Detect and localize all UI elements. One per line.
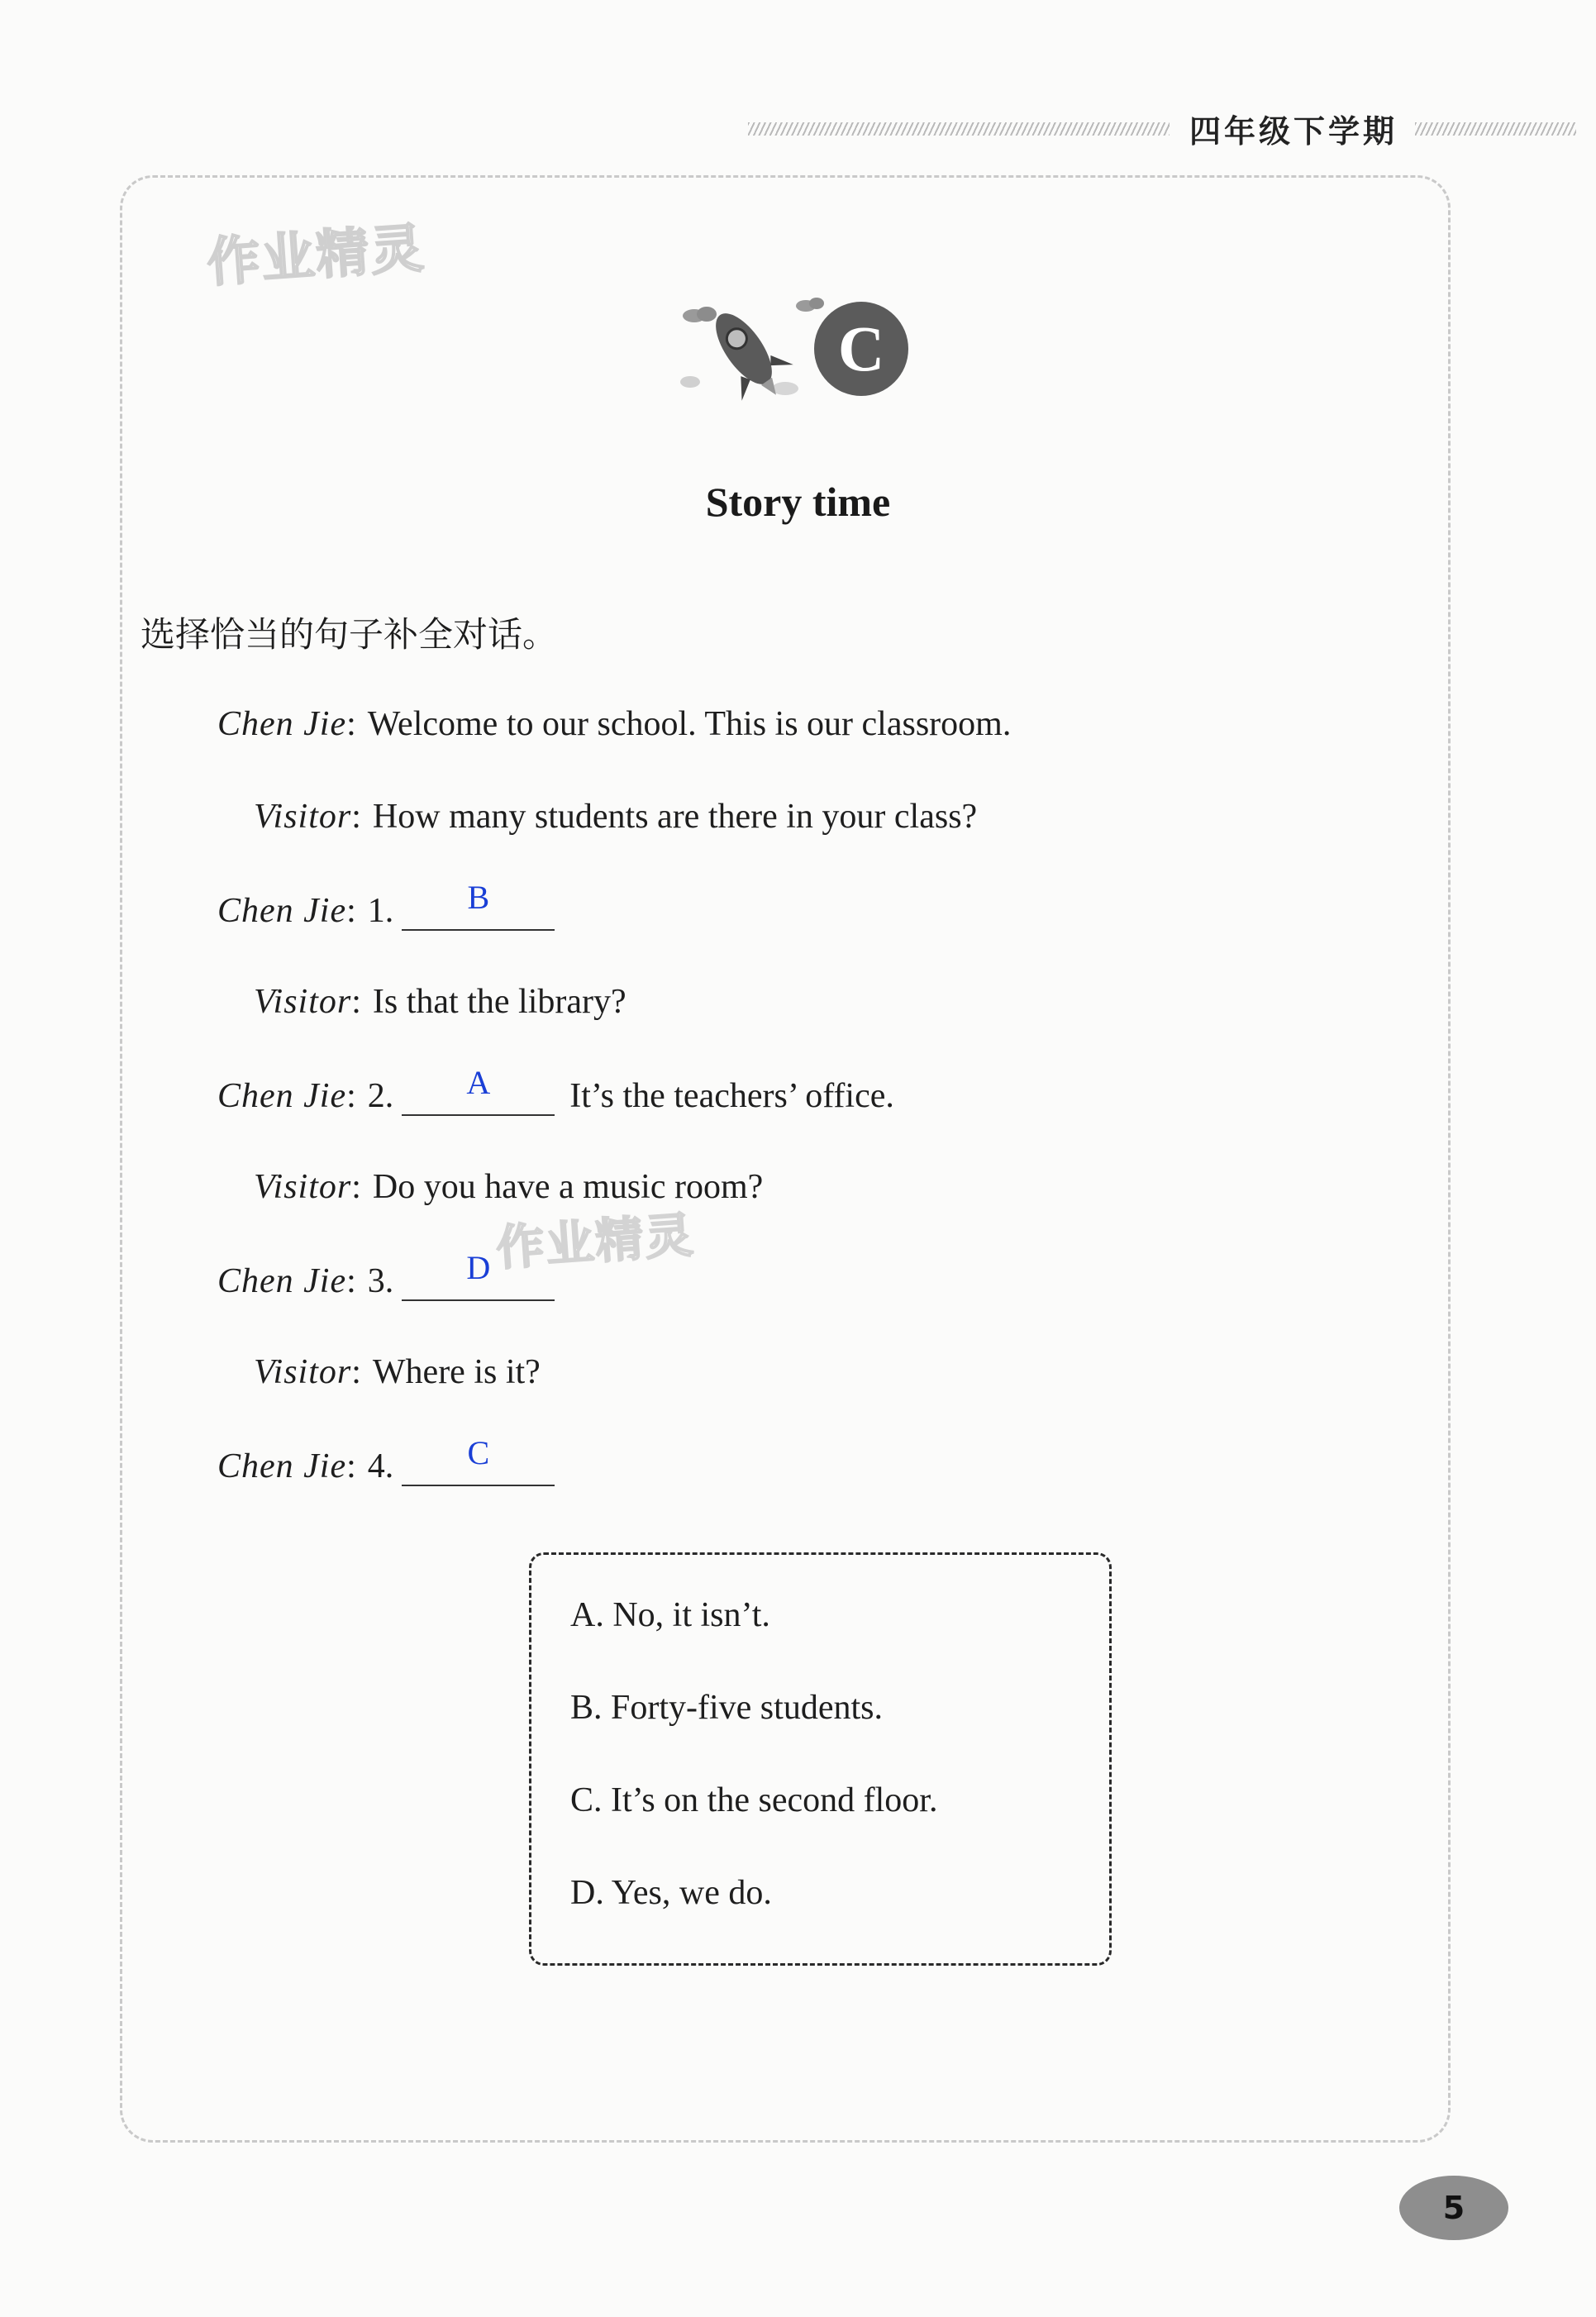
- question-number: 3.: [367, 1262, 394, 1300]
- speaker-name: Chen Jie: [217, 1077, 347, 1115]
- header-hatch-right: [1415, 122, 1576, 136]
- speaker-name: Visitor: [254, 983, 352, 1021]
- dialogue-line: Visitor: Where is it?: [254, 1353, 541, 1391]
- header-hatch-left: [748, 122, 1170, 136]
- dialogue-text: It’s the teachers’ office.: [569, 1077, 894, 1115]
- dialogue-line: Visitor: Do you have a music room?: [254, 1168, 764, 1206]
- answer-text: A: [466, 1064, 491, 1101]
- dialogue-text: How many students are there in your class?: [372, 798, 978, 836]
- section-c-rocket-logo: [669, 291, 917, 407]
- page-number-badge: [1399, 2176, 1508, 2240]
- dialogue-line: Chen Jie: 4. C: [217, 1445, 569, 1486]
- section-letter: C: [837, 312, 885, 384]
- answer-blank[interactable]: [402, 879, 555, 931]
- dialogue-text: Do you have a music room?: [372, 1168, 764, 1206]
- speaker-name: Chen Jie: [217, 705, 347, 743]
- dialogue-line: Chen Jie: Welcome to our school. This is our classroom.: [217, 705, 1012, 743]
- speaker-name: Visitor: [254, 1168, 352, 1206]
- dialogue-line: Chen Jie: 1. B: [217, 889, 569, 931]
- answer-blank[interactable]: [402, 1249, 555, 1301]
- watermark: 作业精灵: [205, 217, 427, 295]
- speaker-name: Visitor: [254, 1353, 352, 1391]
- speaker-name: Chen Jie: [217, 1447, 347, 1485]
- page-number: 5: [1442, 2190, 1465, 2226]
- dialogue-line: Chen Jie: 3. D: [217, 1260, 569, 1301]
- speaker-name: Chen Jie: [217, 892, 347, 930]
- dialogue-line: Visitor: Is that the library?: [254, 983, 626, 1021]
- speaker-name: Chen Jie: [217, 1262, 347, 1300]
- answer-text: B: [467, 879, 490, 916]
- dialogue-line: Chen Jie: 2. A It’s the teachers’ office.: [217, 1064, 894, 1115]
- option-item: C. It’s on the second floor.: [570, 1781, 938, 1819]
- dialogue-text: Is that the library?: [372, 983, 626, 1021]
- dialogue-text: Welcome to our school. This is our classroom.: [367, 705, 1012, 743]
- watermark: 作业精灵: [494, 1206, 697, 1277]
- grade-label: 四年级下学期: [1189, 113, 1398, 150]
- speaker-name: Visitor: [254, 798, 352, 836]
- dialogue-line: Visitor: How many students are there in your class?: [254, 798, 978, 836]
- instruction-text: 选择恰当的句子补全对话。: [141, 614, 558, 655]
- dialogue-text: Where is it?: [372, 1353, 541, 1391]
- question-number: 4.: [367, 1447, 394, 1485]
- answer-text: D: [466, 1249, 491, 1286]
- answer-text: C: [467, 1434, 490, 1471]
- answer-blank[interactable]: [402, 1064, 555, 1116]
- answer-blank[interactable]: [402, 1434, 555, 1486]
- question-number: 1.: [367, 892, 394, 930]
- option-item: D. Yes, we do.: [570, 1874, 772, 1912]
- option-item: B. Forty-five students.: [570, 1689, 883, 1727]
- question-number: 2.: [367, 1077, 394, 1115]
- option-item: A. No, it isn’t.: [570, 1596, 770, 1634]
- section-title: Story time: [705, 479, 891, 525]
